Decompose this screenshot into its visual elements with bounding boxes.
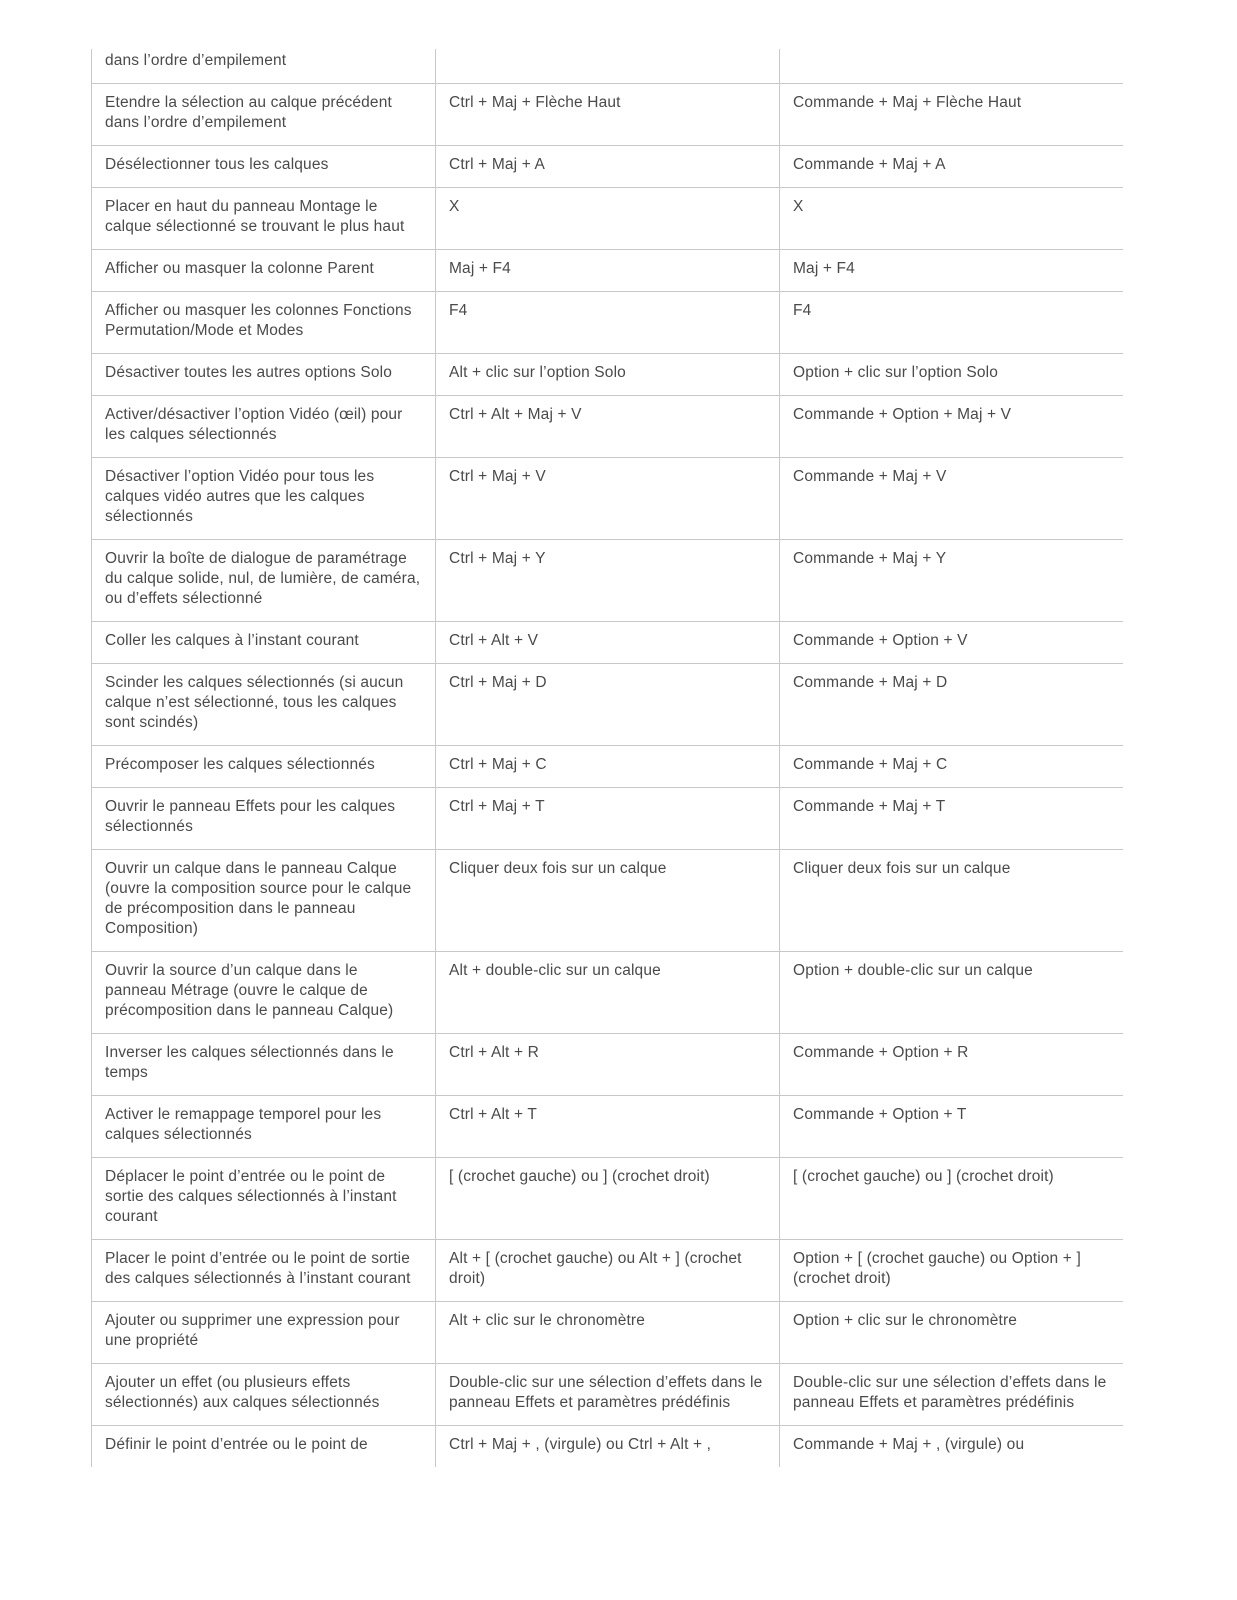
cell-action: Scinder les calques sélectionnés (si aucun calque n’est sélectionné, tous les calques sont scindés) — [92, 664, 436, 746]
table-row — [92, 1096, 1124, 1158]
table-row — [92, 146, 1124, 188]
table-row — [92, 540, 1124, 622]
cell-windows: Ctrl + Maj + , (virgule) ou Ctrl + Alt + , — [436, 1426, 780, 1468]
cell-action: Précomposer les calques sélectionnés — [92, 746, 436, 788]
cell-action: Etendre la sélection au calque précédent dans l’ordre d’empilement — [92, 84, 436, 146]
cell-action: Désactiver toutes les autres options Solo — [92, 354, 436, 396]
table-row — [92, 788, 1124, 850]
table-row — [92, 1302, 1124, 1364]
table-row — [92, 1426, 1124, 1468]
table-row — [92, 354, 1124, 396]
cell-mac: X — [780, 188, 1124, 250]
cell-action: Ouvrir la boîte de dialogue de paramétrage du calque solide, nul, de lumière, de caméra, ou d’effets sélectionné — [92, 540, 436, 622]
cell-windows: Ctrl + Maj + C — [436, 746, 780, 788]
table-row — [92, 292, 1124, 354]
cell-windows: X — [436, 188, 780, 250]
cell-windows: [ (crochet gauche) ou ] (crochet droit) — [436, 1158, 780, 1240]
table-row — [92, 850, 1124, 952]
cell-windows: F4 — [436, 292, 780, 354]
cell-mac: Option + [ (crochet gauche) ou Option + ] (crochet droit) — [780, 1240, 1124, 1302]
cell-windows: Alt + double-clic sur un calque — [436, 952, 780, 1034]
cell-mac: Commande + Option + Maj + V — [780, 396, 1124, 458]
cell-windows: Ctrl + Alt + R — [436, 1034, 780, 1096]
cell-windows: Cliquer deux fois sur un calque — [436, 850, 780, 952]
cell-windows: Maj + F4 — [436, 250, 780, 292]
cell-windows: Ctrl + Alt + Maj + V — [436, 396, 780, 458]
cell-action: Ouvrir un calque dans le panneau Calque (ouvre la composition source pour le calque de précomposition dans le panneau Composition) — [92, 850, 436, 952]
cell-windows: Double-clic sur une sélection d’effets dans le panneau Effets et paramètres prédéfinis — [436, 1364, 780, 1426]
cell-windows: Ctrl + Maj + V — [436, 458, 780, 540]
cell-action: Déplacer le point d’entrée ou le point de sortie des calques sélectionnés à l’instant courant — [92, 1158, 436, 1240]
table-row — [92, 49, 1124, 84]
cell-mac: [ (crochet gauche) ou ] (crochet droit) — [780, 1158, 1124, 1240]
cell-windows: Ctrl + Maj + A — [436, 146, 780, 188]
cell-windows: Ctrl + Maj + T — [436, 788, 780, 850]
cell-action: Définir le point d’entrée ou le point de — [92, 1426, 436, 1468]
cell-action: Coller les calques à l’instant courant — [92, 622, 436, 664]
cell-windows: Alt + clic sur l’option Solo — [436, 354, 780, 396]
table-row — [92, 250, 1124, 292]
cell-mac: Commande + Maj + A — [780, 146, 1124, 188]
keyboard-shortcuts-table — [91, 49, 1123, 1467]
table-row — [92, 952, 1124, 1034]
cell-action: Inverser les calques sélectionnés dans le temps — [92, 1034, 436, 1096]
table-row — [92, 746, 1124, 788]
cell-mac: F4 — [780, 292, 1124, 354]
cell-action: Placer le point d’entrée ou le point de sortie des calques sélectionnés à l’instant courant — [92, 1240, 436, 1302]
cell-mac: Commande + Maj + C — [780, 746, 1124, 788]
table-row — [92, 1034, 1124, 1096]
cell-mac: Maj + F4 — [780, 250, 1124, 292]
cell-mac: Cliquer deux fois sur un calque — [780, 850, 1124, 952]
cell-mac: Commande + Option + V — [780, 622, 1124, 664]
cell-action: Ouvrir la source d’un calque dans le panneau Métrage (ouvre le calque de précomposition dans le panneau Calque) — [92, 952, 436, 1034]
cell-action: Afficher ou masquer les colonnes Fonctions Permutation/Mode et Modes — [92, 292, 436, 354]
cell-windows: Ctrl + Alt + V — [436, 622, 780, 664]
cell-action: Désactiver l’option Vidéo pour tous les calques vidéo autres que les calques sélectionnés — [92, 458, 436, 540]
cell-mac: Commande + Maj + V — [780, 458, 1124, 540]
cell-action: Placer en haut du panneau Montage le calque sélectionné se trouvant le plus haut — [92, 188, 436, 250]
cell-mac: Commande + Maj + Flèche Haut — [780, 84, 1124, 146]
shortcuts-table-wrapper — [91, 49, 1123, 1529]
cell-mac: Commande + Maj + Y — [780, 540, 1124, 622]
cell-mac: Option + clic sur l’option Solo — [780, 354, 1124, 396]
cell-mac — [780, 49, 1124, 84]
cell-mac: Option + double-clic sur un calque — [780, 952, 1124, 1034]
table-row — [92, 1158, 1124, 1240]
cell-action: Désélectionner tous les calques — [92, 146, 436, 188]
cell-mac: Commande + Maj + D — [780, 664, 1124, 746]
table-row — [92, 1364, 1124, 1426]
cell-windows: Ctrl + Maj + Y — [436, 540, 780, 622]
cell-windows: Ctrl + Maj + D — [436, 664, 780, 746]
cell-mac: Commande + Option + R — [780, 1034, 1124, 1096]
cell-windows — [436, 49, 780, 84]
cell-action: dans l’ordre d’empilement — [92, 49, 436, 84]
table-row — [92, 458, 1124, 540]
table-row — [92, 84, 1124, 146]
table-row — [92, 1240, 1124, 1302]
cell-mac: Option + clic sur le chronomètre — [780, 1302, 1124, 1364]
cell-action: Activer/désactiver l’option Vidéo (œil) pour les calques sélectionnés — [92, 396, 436, 458]
table-row — [92, 664, 1124, 746]
cell-mac: Commande + Maj + , (virgule) ou — [780, 1426, 1124, 1468]
cell-windows: Alt + clic sur le chronomètre — [436, 1302, 780, 1364]
cell-windows: Ctrl + Alt + T — [436, 1096, 780, 1158]
table-row — [92, 188, 1124, 250]
cell-windows: Alt + [ (crochet gauche) ou Alt + ] (crochet droit) — [436, 1240, 780, 1302]
cell-action: Ouvrir le panneau Effets pour les calques sélectionnés — [92, 788, 436, 850]
cell-mac: Commande + Option + T — [780, 1096, 1124, 1158]
cell-windows: Ctrl + Maj + Flèche Haut — [436, 84, 780, 146]
cell-action: Afficher ou masquer la colonne Parent — [92, 250, 436, 292]
table-row — [92, 622, 1124, 664]
cell-action: Ajouter ou supprimer une expression pour une propriété — [92, 1302, 436, 1364]
cell-mac: Double-clic sur une sélection d’effets dans le panneau Effets et paramètres prédéfinis — [780, 1364, 1124, 1426]
cell-action: Activer le remappage temporel pour les calques sélectionnés — [92, 1096, 436, 1158]
cell-action: Ajouter un effet (ou plusieurs effets sélectionnés) aux calques sélectionnés — [92, 1364, 436, 1426]
cell-mac: Commande + Maj + T — [780, 788, 1124, 850]
table-row — [92, 396, 1124, 458]
